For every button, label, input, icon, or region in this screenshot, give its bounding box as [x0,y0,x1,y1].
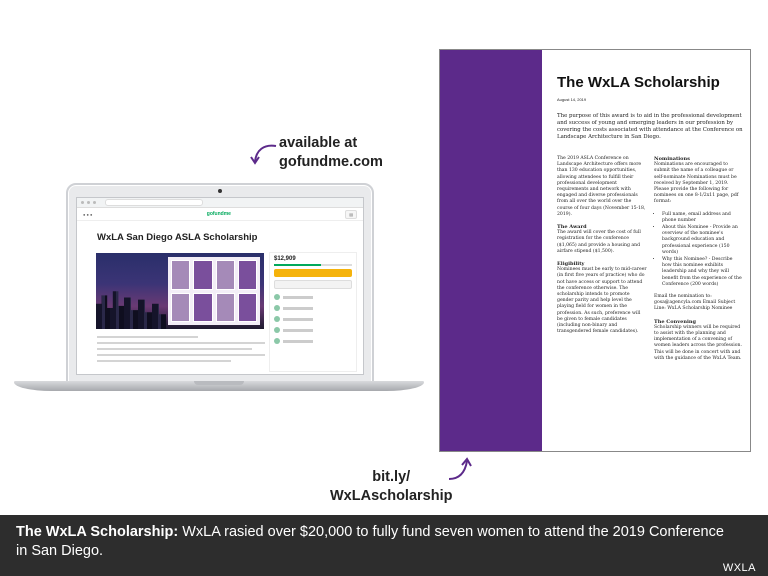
flyer-purple-band [440,50,542,451]
callout-line: bit.ly/ [372,469,411,485]
donor-row [274,327,352,333]
city-skyline [96,287,166,329]
donor-row [274,316,352,322]
callout-line: gofundme.com [279,154,383,170]
campaign-description [97,332,265,362]
progress-bar [274,264,352,266]
nav-button: ▤ [345,210,357,219]
amount-raised: $12,909 [274,256,296,262]
laptop-lid [66,183,374,385]
flyer-left-column [557,156,647,341]
donate-button [274,269,352,277]
laptop-mockup [14,183,424,403]
donation-panel [269,252,357,372]
email-instructions: Email the nomination to: gosa@agencyla.com Email Subject Line: WxLA Scholarship Nominee [654,294,736,312]
footer-caption [16,523,736,561]
eligibility-text: Nominees must be early to mid-career (in first five years of practice) who do not have access or support to attend the conference otherwise. The scholarship intends to promote gender parity and help level the playing field for women in the profession. As such, preference will be given to female candidates (including non-binary and transgendered female candidates). [557,267,647,335]
campaign-title: WxLA San Diego ASLA Scholarship [97,232,258,243]
nominations-text: Nominations are encouraged to submit the name of a colleague or self-nominate Nominations must be received by September 1, 2019. Please provide the following for nominees on one 8-1/2x11 page, pdf format: [654,162,739,205]
list-item: • Full name, email address and phone number [662,212,743,224]
list-item: • Why this Nominee? - Describe how this nominee exhibits leadership and why they will benefit from the experience of the Conference (200 words) [662,257,743,288]
caption-text: WxLA rasied over $20,000 to fully fund seven women to attend the 2019 Conference in San Diego. [16,524,724,559]
flyer-date: August 14, 2019 [557,97,587,102]
scholarship-flyer [439,49,751,452]
caption-bold: The WxLA Scholarship: [16,524,179,540]
scholar-photo-collage [168,257,260,325]
brand-label: WXLA [722,562,756,574]
bitly-callout [330,468,452,506]
conference-paragraph: The 2019 ASLA Conference on Landscape Architecture offers more than 130 education opportunities, allowing attendees to fulfill their professional development requirements and network with engaged and diverse professionals from all over the world over the course of four days (November 15-18, 2019). [557,156,646,217]
donor-row [274,338,352,344]
gofundme-callout [279,134,383,172]
curved-arrow-icon [250,140,280,168]
list-item: • About this Nominee - Provide an overview of the nominee's background education and professional experience (150 words) [662,225,743,256]
share-button [274,280,352,289]
campaign-image [96,253,264,329]
footer-bar [0,515,768,576]
url-field [105,199,203,206]
nomination-requirements [654,212,743,288]
browser-address-bar [77,198,363,208]
callout-line: available at [279,135,358,151]
flyer-title: The WxLA Scholarship [557,74,720,91]
gofundme-nav: ● ● ● gofundme ▤ [77,208,363,221]
webcam [218,189,222,193]
eligibility-heading: Eligibility [557,261,585,268]
nominations-heading: Nominations [654,156,690,162]
callout-line: WxLAscholarship [330,488,453,504]
flyer-intro: The purpose of this award is to aid in the professional development and success of young and emerging leaders in our profession by covering the costs associated with attendance at the Conference on Landscape Architecture in San Diego. [557,113,743,140]
award-text: The award will cover the cost of full registration for the conference ($1,065) and provide a housing and airfare stipend ($1,500). [557,230,641,254]
flyer-right-column [654,156,743,368]
donor-row [274,305,352,311]
laptop-notch [194,381,244,385]
convening-text: Scholarship winners will be required to assist with the planning and implementation of a convening of women leaders across the profession. This will be done in concert with and with the guidance of the WxLA Team. [654,324,742,361]
donor-row [274,294,352,300]
award-heading: The Award [557,224,587,231]
gofundme-logo: gofundme [206,211,231,217]
convening-heading: The Convening [654,318,696,325]
laptop-screen [76,197,364,375]
